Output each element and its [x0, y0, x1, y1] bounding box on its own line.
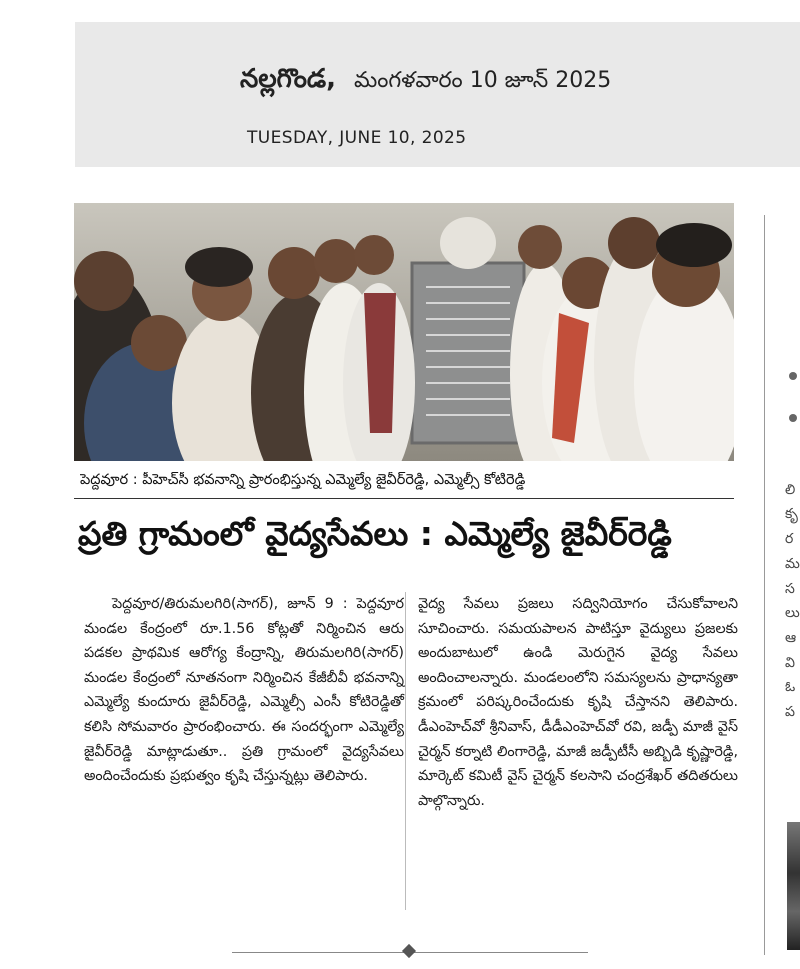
- adjacent-fragment: లు: [785, 605, 800, 621]
- dateline-date-telugu: మంగళవారం 10 జూన్ 2025: [354, 68, 612, 93]
- caption-divider: [74, 498, 734, 499]
- dateline-place: నల్లగొండ,: [240, 64, 336, 94]
- dateline-telugu: [240, 64, 611, 100]
- photo-caption: పెద్దవూర : పీహెచ్‌సీ భవనాన్ని ప్రారంభిస్తున్న ఎమ్మెల్యే జైవీర్‌రెడ్డి, ఎమ్మెల్సీ కోటిరెడ్డి: [80, 472, 526, 488]
- adjacent-fragment: వి: [785, 655, 795, 671]
- article-column-left: పెద్దవూర/తిరుమలగిరి(సాగర్), జూన్ 9 : పెద్దవూర మండల కేంద్రంలో రూ.1.56 కోట్లతో నిర్మించిన ఆరు పడకల ప్రాథమిక ఆరోగ్య కేంద్రాన్ని, తిరుమలగిరి(సాగర్) మండల కేంద్రంలో నూతనంగా నిర్మించిన కేజీబీవీ భవనాన్ని ఎమ్మెల్యే కుందూరు జైవీర్‌రెడ్డి, ఎమ్మెల్సీ ఎంసీ కోటిరెడ్డితో కలిసి సోమవారం ప్రారంభించారు. ఈ సందర్భంగా ఎమ్మెల్యే జైవీర్‌రెడ్డి మాట్లాడుతూ.. ప్రతి గ్రామంలో వైద్యసేవలు అందించేందుకు ప్రభుత్వం కృషి చేస్తున్నట్లు తెలిపారు.: [84, 596, 404, 785]
- adjacent-bullet: [789, 414, 797, 422]
- adjacent-fragment: ప: [785, 704, 795, 720]
- adjacent-photo: [787, 822, 800, 950]
- adjacent-fragment: ఓ: [785, 679, 796, 695]
- news-photo-illustration: [74, 203, 734, 461]
- adjacent-fragment: కృ: [785, 506, 798, 522]
- news-photo: [74, 203, 734, 461]
- adjacent-fragment: ఆ: [785, 630, 797, 646]
- adjacent-fragment: మ: [785, 556, 800, 572]
- article-column-right: వైద్య సేవలు ప్రజలు సద్వినియోగం చేసుకోవాలని సూచించారు. సమయపాలన పాటిస్తూ వైద్యులు ప్రజలకు అందుబాటులో ఉండి మెరుగైన వైద్య సేవలు అందించాలన్నారు. మండలంలోని సమస్యలను ప్రాధాన్యతా క్రమంలో పరిష్కరించేందుకు కృషి చేస్తానని తెలిపారు. డీఎంహెచ్‌వో శ్రీనివాస్, డీడీఎంహెచ్‌వో రవి, జడ్పీ మాజీ వైస్ చైర్మన్ కర్నాటి లింగారెడ్డి, మాజీ జడ్పీటీసీ అబ్బిడి కృష్ణారెడ్డి, మార్కెట్ కమిటీ వైస్ చైర్మన్ కలసాని చంద్రశేఖర్ తదితరులు పాల్గొన్నారు.: [418, 596, 738, 809]
- adjacent-column-rule: [764, 215, 765, 955]
- article-end-ornament: [402, 944, 416, 958]
- adjacent-fragment: లి: [785, 482, 796, 498]
- column-divider: [405, 592, 406, 910]
- adjacent-bullet: [789, 372, 797, 380]
- masthead-dateline-bar: [75, 22, 800, 167]
- article-headline: ప్రతి గ్రామంలో వైద్యసేవలు : ఎమ్మెల్యే జైవీర్‌రెడ్డి: [78, 514, 672, 553]
- dateline-date-english: TUESDAY, JUNE 10, 2025: [247, 128, 467, 148]
- adjacent-fragment: ర: [785, 531, 794, 547]
- adjacent-fragment: స: [785, 581, 795, 597]
